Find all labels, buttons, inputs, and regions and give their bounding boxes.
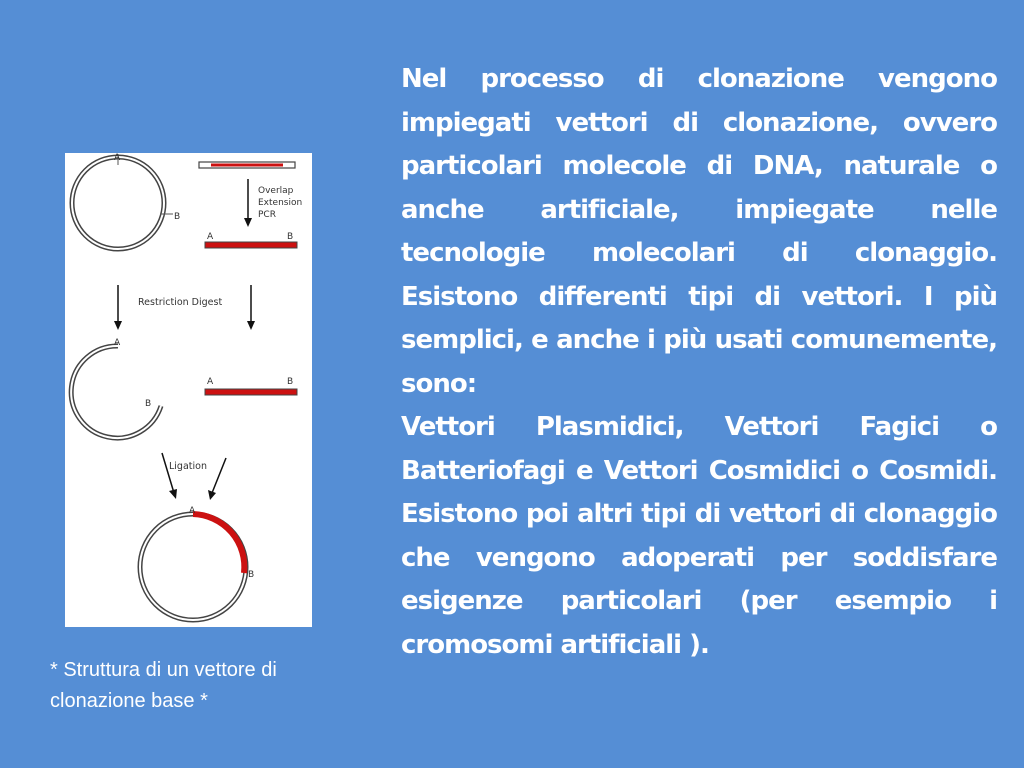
label-a-recombinant: A [189,506,196,516]
recombinant-insert-arc [193,514,244,573]
label-a-digested: A [207,377,214,387]
cloning-vector-diagram [65,153,312,627]
label-pcr: PCR [258,210,276,220]
figure-caption: * Struttura di un vettore di clonazione base * [50,659,277,712]
plasmid-circle-top-inner [72,157,164,249]
label-b-digested: B [287,377,294,387]
main-text [401,58,997,667]
paragraph-vector-types: Vettori Plasmidici, Vettori Fagici o Batteriofagi e Vettori Cosmidici o Cosmidi. Esistono poi altri tipi di vettori di clonaggio che vengono adoperati per soddisfare esigenze particolari (per esempio i cromosomi artificiali ). [401,412,997,660]
label-restriction-digest: Restriction Digest [138,297,223,308]
label-ligation: Ligation [169,461,207,472]
label-b-top: B [174,212,181,222]
label-a-cut: A [114,338,121,348]
insert-bar-amplified [205,242,297,248]
arrowhead-digest-right [247,321,255,330]
arrowhead-ligation-left [169,489,177,499]
label-b-recombinant: B [248,570,255,580]
arrowhead-digest-left [114,321,122,330]
label-b-pcr: B [287,232,294,242]
label-a-top: A [114,153,121,163]
insert-bar-unamplified-core [211,164,283,167]
label-extension: Extension [258,198,303,208]
diagram-svg [65,153,312,627]
arrow-ligation-left [162,453,174,493]
arrow-ligation-right [212,458,226,493]
arrowhead-ligation-right [208,490,216,500]
label-overlap: Overlap [258,186,294,196]
label-b-cut: B [145,399,152,409]
label-a-pcr: A [207,232,214,242]
arrowhead-pcr [244,218,252,227]
insert-bar-digested [205,389,297,395]
paragraph-intro: Nel processo di clonazione vengono impiegati vettori di clonazione, ovvero particolari molecole di DNA, naturale o anche artificiale, impiegate nelle tecnologie molecolari di clonaggio. Esistono differenti tipi di vettori. I più semplici, e anche i più usati comunemente, sono: [401,64,997,399]
